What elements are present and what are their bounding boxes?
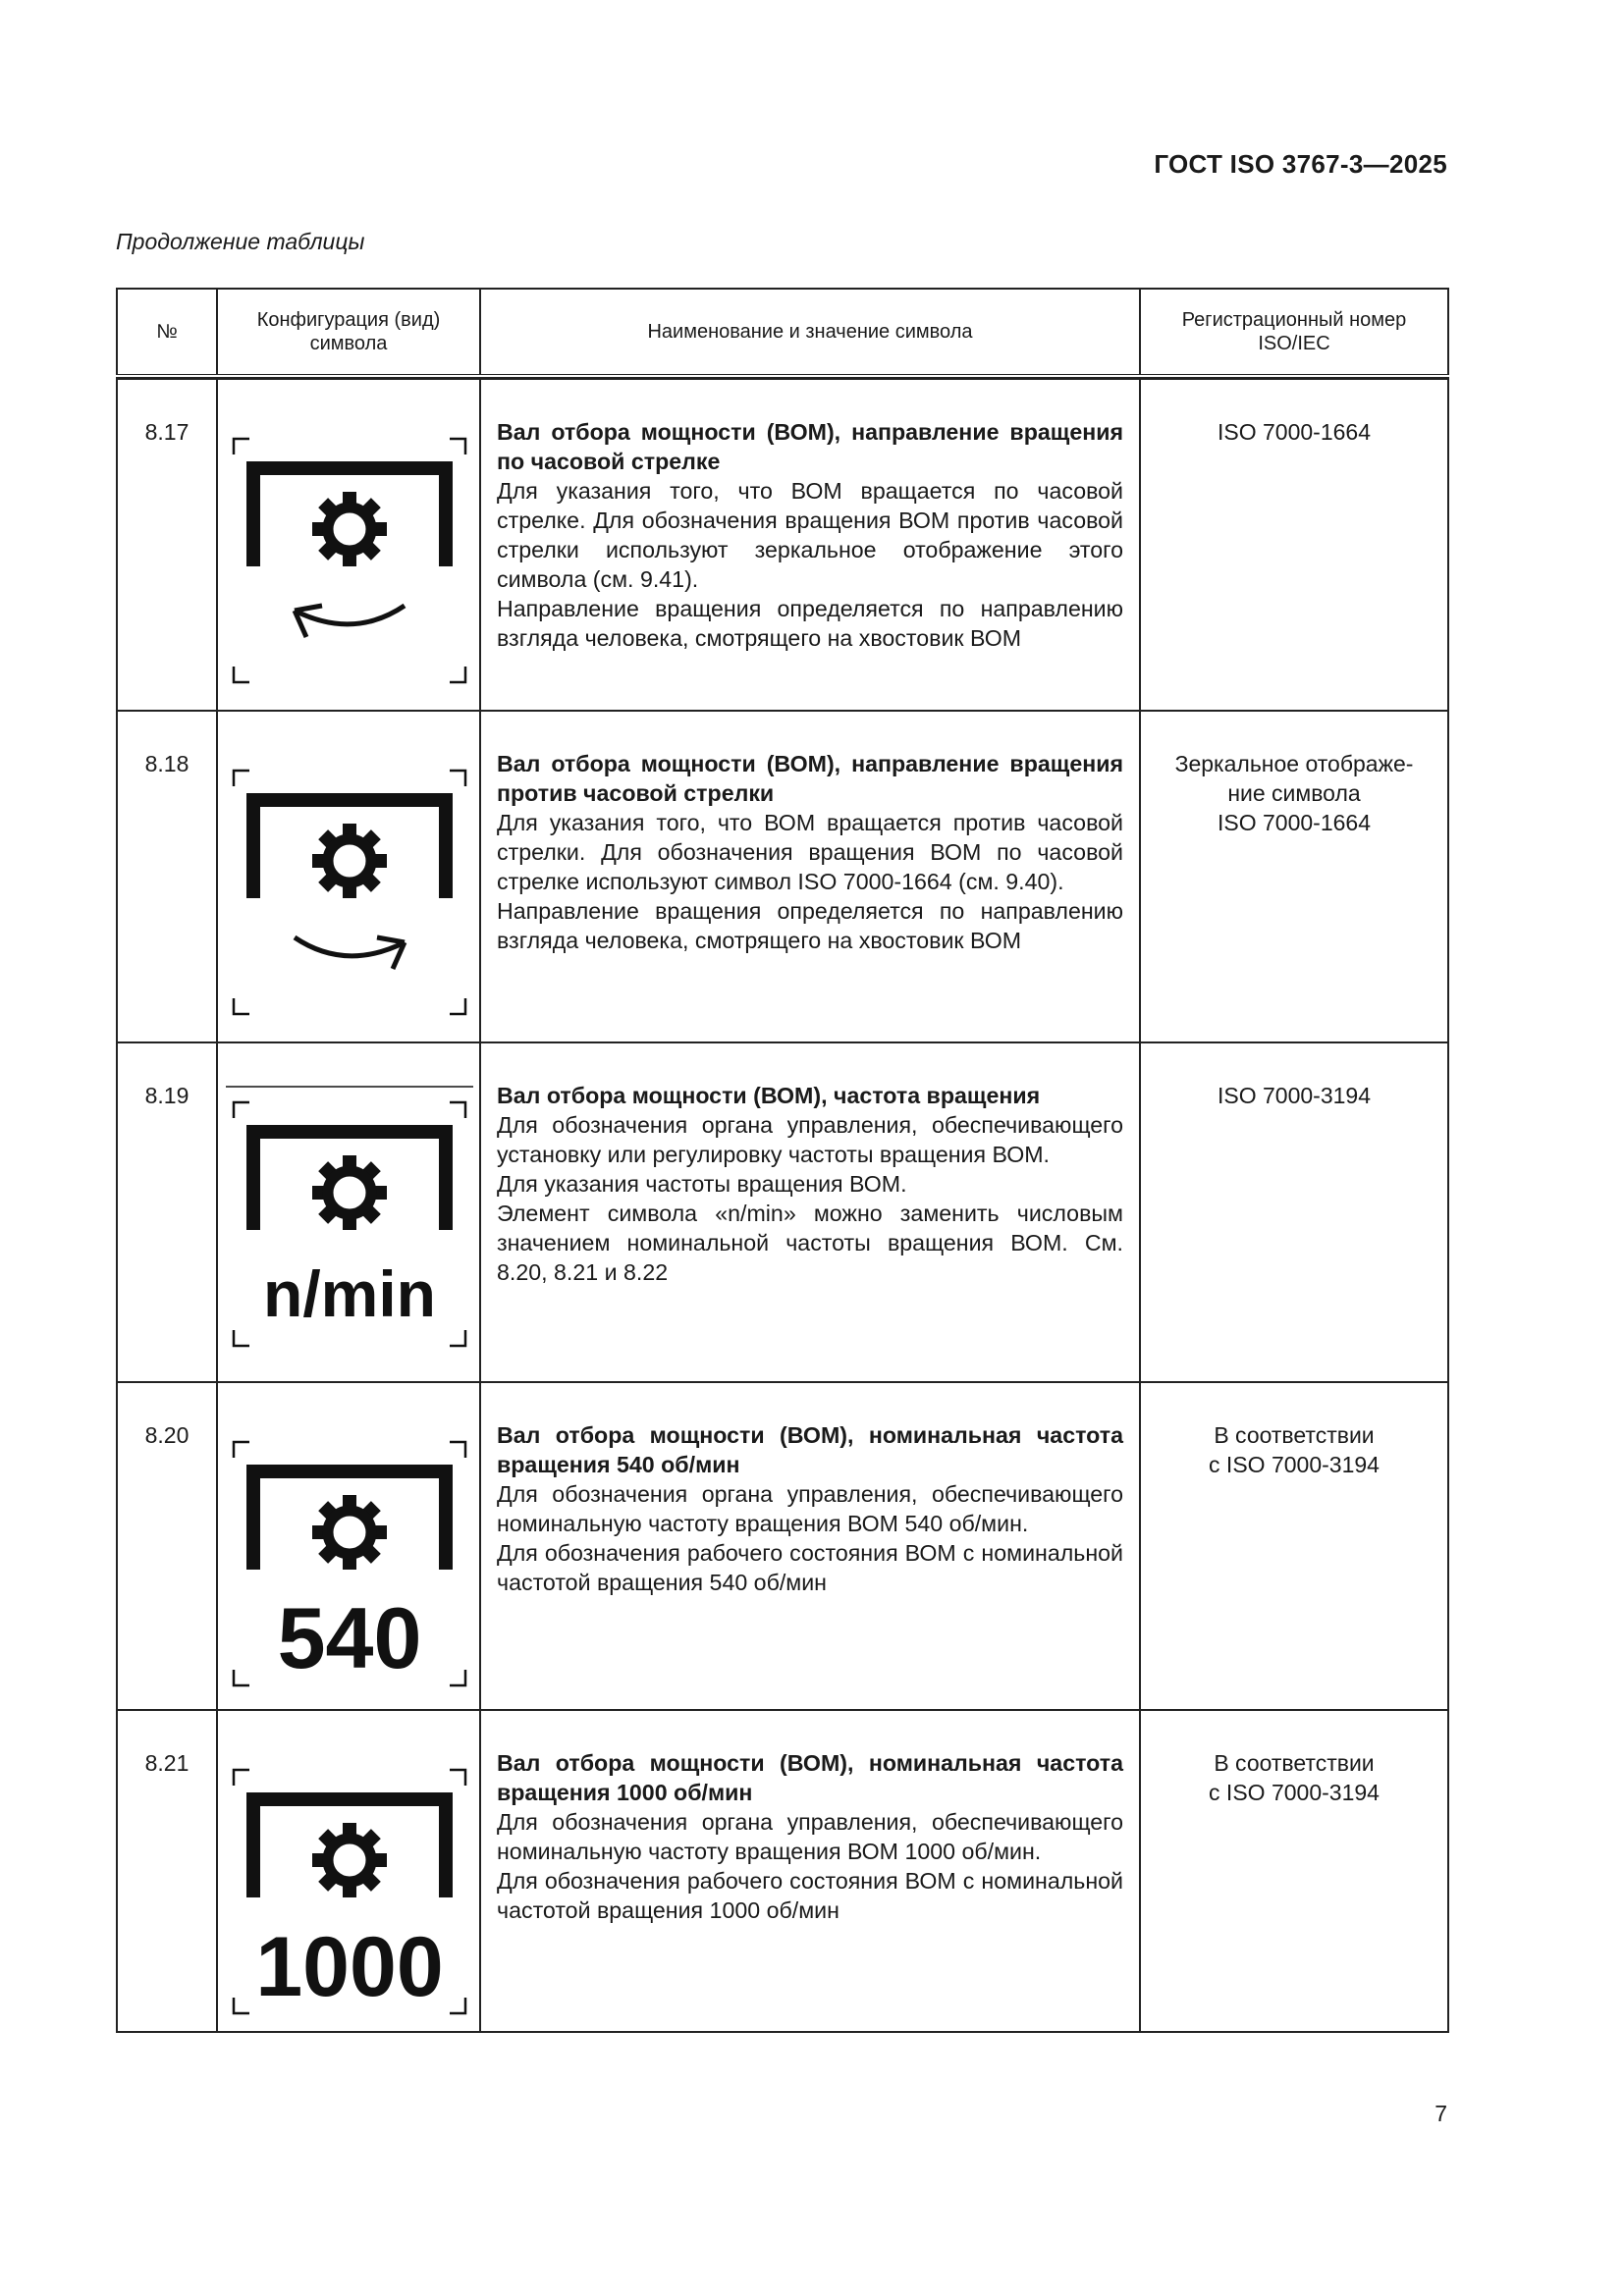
- description-paragraph: Для указания того, что ВОМ вращается против часовой стрелки. Для обозначения вращения ВОМ по часовой стрелке используют символ ISO 7000-1664 (см. 9.40).: [497, 810, 1123, 894]
- symbol-title: Вал отбора мощности (ВОМ), направление вращения по часовой стрелке: [497, 419, 1123, 474]
- description-paragraph: Направление вращения определяется по направлению взгляда человека, смотрящего на хвостовик ВОМ: [497, 898, 1123, 953]
- pto-540-icon: [226, 1422, 473, 1687]
- description-paragraph: Для указания частоты вращения ВОМ.: [497, 1171, 907, 1197]
- description-paragraph: Для указания того, что ВОМ вращается по часовой стрелке. Для обозначения вращения ВОМ против часовой стрелки используют зеркальное отображение этого символа (см. 9.41).: [497, 478, 1123, 592]
- column-header-registration: Регистрационный номер ISO/IEC: [1140, 289, 1448, 376]
- description-paragraph: Для обозначения рабочего состояния ВОМ с номинальной частотой вращения 1000 об/мин: [497, 1868, 1123, 1923]
- column-header-name-meaning: Наименование и значение символа: [480, 289, 1140, 376]
- registration-number: В соответствии с ISO 7000-3194: [1140, 1382, 1448, 1710]
- table-continuation-label: Продолжение таблицы: [116, 229, 365, 254]
- symbol-description: [480, 1042, 1140, 1382]
- description-paragraph: Для обозначения рабочего состояния ВОМ с номинальной частотой вращения 540 об/мин: [497, 1540, 1123, 1595]
- symbol-title: Вал отбора мощности (ВОМ), частота вращения: [497, 1083, 1041, 1108]
- row-number: 8.20: [117, 1382, 217, 1710]
- pto-1000-icon: [226, 1750, 473, 2015]
- pto-clockwise-icon: [226, 419, 473, 684]
- pto-counterclockwise-icon: [226, 751, 473, 1016]
- symbols-table: [116, 288, 1449, 2033]
- symbol-title: Вал отбора мощности (ВОМ), направление вращения против часовой стрелки: [497, 751, 1123, 806]
- description-paragraph: Для обозначения органа управления, обеспечивающего установку или регулировку частоты вращения ВОМ.: [497, 1112, 1123, 1167]
- description-paragraph: Для обозначения органа управления, обеспечивающего номинальную частоту вращения ВОМ 540 об/мин.: [497, 1481, 1123, 1536]
- registration-number: ISO 7000-1664: [1140, 379, 1448, 711]
- table-row: [117, 1042, 1448, 1382]
- symbol-description: [480, 1710, 1140, 2032]
- document-code: ГОСТ ISO 3767-3—2025: [1154, 149, 1447, 179]
- description-paragraph: Для обозначения органа управления, обеспечивающего номинальную частоту вращения ВОМ 1000 об/мин.: [497, 1809, 1123, 1864]
- symbol-title: Вал отбора мощности (ВОМ), номинальная частота вращения 1000 об/мин: [497, 1750, 1123, 1805]
- row-number: 8.17: [117, 379, 217, 711]
- row-number: 8.19: [117, 1042, 217, 1382]
- description-paragraph: Элемент символа «n/min» можно заменить числовым значением номинальной частоты вращения ВОМ. См. 8.20, 8.21 и 8.22: [497, 1201, 1123, 1285]
- symbol-description: [480, 379, 1140, 711]
- speed-unit-label: n/min: [263, 1257, 436, 1330]
- table-row: [117, 379, 1448, 711]
- description-paragraph: Направление вращения определяется по направлению взгляда человека, смотрящего на хвостовик ВОМ: [497, 596, 1123, 651]
- page-number: 7: [1435, 2101, 1447, 2126]
- pto-speed-icon: [226, 1083, 473, 1352]
- registration-number: ISO 7000-3194: [1140, 1042, 1448, 1382]
- symbol-description: [480, 711, 1140, 1042]
- symbol-title: Вал отбора мощности (ВОМ), номинальная частота вращения 540 об/мин: [497, 1422, 1123, 1477]
- column-header-number: №: [117, 289, 217, 376]
- table-row: [117, 1710, 1448, 2032]
- symbol-description: [480, 1382, 1140, 1710]
- row-number: 8.21: [117, 1710, 217, 2032]
- table-row: [117, 711, 1448, 1042]
- row-number: 8.18: [117, 711, 217, 1042]
- column-header-configuration: Конфигурация (вид) символа: [217, 289, 480, 376]
- table-row: [117, 1382, 1448, 1710]
- registration-number: Зеркальное отображе- ние символа ISO 7000-1664: [1140, 711, 1448, 1042]
- table-header-row: [117, 289, 1448, 376]
- registration-number: В соответствии с ISO 7000-3194: [1140, 1710, 1448, 2032]
- speed-value-label: 540: [277, 1589, 422, 1686]
- speed-value-label: 1000: [255, 1920, 444, 2014]
